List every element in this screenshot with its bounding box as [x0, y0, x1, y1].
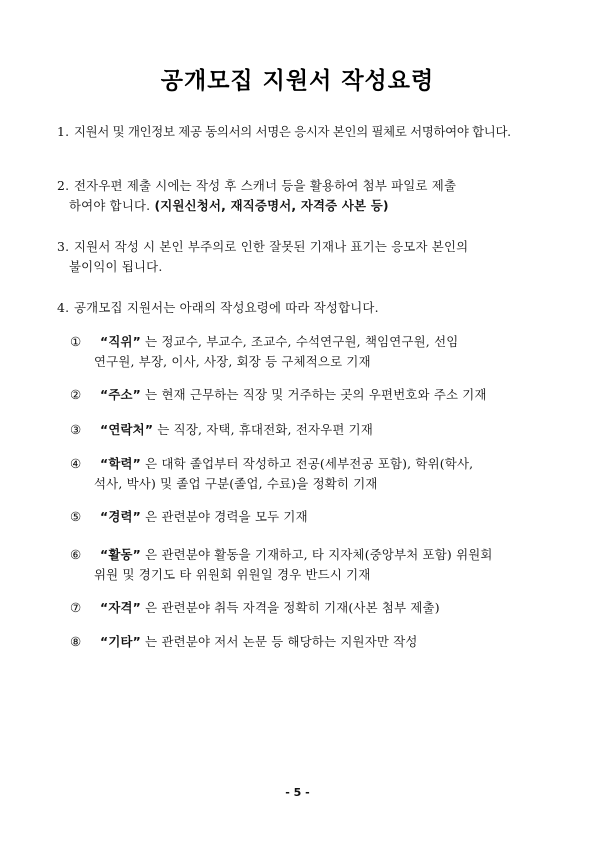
sub-item-text-line1: 는 정교수, 부교수, 조교수, 수석연구원, 책임연구원, 선임 — [141, 334, 459, 349]
item-text-line1: 지원서 작성 시 본인 부주의로 인한 잘못된 기재나 표기는 응모자 본인의 — [74, 239, 469, 254]
sub-item-text-line1: 는 관련분야 저서 논문 등 해당하는 지원자만 작성 — [141, 634, 418, 649]
sub-item-term: “직위” — [100, 334, 142, 349]
sub-item-text-line2: 연구원, 부장, 이사, 사장, 회장 등 구체적으로 기재 — [94, 354, 371, 369]
circled-number: ① — [70, 334, 82, 349]
sub-item-term: “주소” — [100, 387, 142, 402]
sub-item-qualification — [70, 598, 540, 618]
circled-number: ② — [70, 387, 82, 402]
sub-item-career — [70, 507, 540, 527]
sub-item-term: “경력” — [100, 509, 142, 524]
sub-item-address — [70, 385, 540, 405]
instruction-item-1 — [57, 122, 541, 142]
instruction-item-4 — [57, 298, 541, 318]
circled-number: ⑥ — [70, 547, 82, 562]
item-bold-note: (지원신청서, 재직증명서, 자격증 사본 등) — [154, 198, 389, 213]
instruction-item-3 — [57, 237, 541, 277]
sub-item-etc — [70, 632, 540, 652]
page-title: 공개모집 지원서 작성요령 — [160, 68, 435, 94]
instruction-item-2 — [57, 176, 541, 216]
circled-number: ⑦ — [70, 600, 82, 615]
sub-item-term: “연락처” — [100, 422, 154, 437]
sub-item-term: “학력” — [100, 456, 142, 471]
sub-item-contact — [70, 420, 540, 440]
sub-item-text-line1: 는 직장, 자택, 휴대전화, 전자우편 기재 — [153, 422, 373, 437]
item-text-line1: 전자우편 제출 시에는 작성 후 스캐너 등을 활용하여 첨부 파일로 제출 — [74, 178, 457, 193]
item-number: 4. — [57, 300, 70, 315]
page-number: - 5 - — [285, 786, 310, 799]
circled-number: ⑧ — [70, 634, 82, 649]
sub-item-text-line1: 은 관련분야 취득 자격을 정확히 기재(사본 첨부 제출) — [141, 600, 440, 615]
sub-item-position — [70, 332, 540, 372]
item-text: 공개모집 지원서는 아래의 작성요령에 따라 작성합니다. — [74, 300, 379, 315]
sub-item-term: “활동” — [100, 547, 142, 562]
sub-item-text-line2: 위원 및 경기도 타 위원회 위원일 경우 반드시 기재 — [94, 567, 371, 582]
sub-item-text-line1: 은 대학 졸업부터 작성하고 전공(세부전공 포함), 학위(학사, — [141, 456, 474, 471]
item-number: 2. — [57, 178, 70, 193]
item-text: 지원서 및 개인정보 제공 동의서의 서명은 응시자 본인의 필체로 서명하여야 합니다. — [74, 124, 511, 139]
circled-number: ⑤ — [70, 509, 82, 524]
sub-item-term: “기타” — [100, 634, 142, 649]
circled-number: ④ — [70, 456, 82, 471]
item-number: 3. — [57, 239, 70, 254]
sub-item-text-line1: 은 관련분야 경력을 모두 기재 — [141, 509, 308, 524]
item-text-line2-wrap — [57, 196, 541, 216]
sub-item-text-line1: 는 현재 근무하는 직장 및 거주하는 곳의 우편번호와 주소 기재 — [141, 387, 487, 402]
item-number: 1. — [57, 124, 70, 139]
sub-item-education — [70, 454, 540, 494]
item-text-line2: 하여야 합니다. — [69, 198, 151, 213]
sub-item-term: “자격” — [100, 600, 142, 615]
sub-item-text-line1: 은 관련분야 활동을 기재하고, 타 지자체(중앙부처 포함) 위원회 — [141, 547, 493, 562]
sub-item-text-line2: 석사, 박사) 및 졸업 구분(졸업, 수료)을 정확히 기재 — [94, 476, 378, 491]
sub-item-activity — [70, 545, 540, 585]
circled-number: ③ — [70, 422, 82, 437]
item-text-line2: 불이익이 됩니다. — [69, 259, 163, 274]
